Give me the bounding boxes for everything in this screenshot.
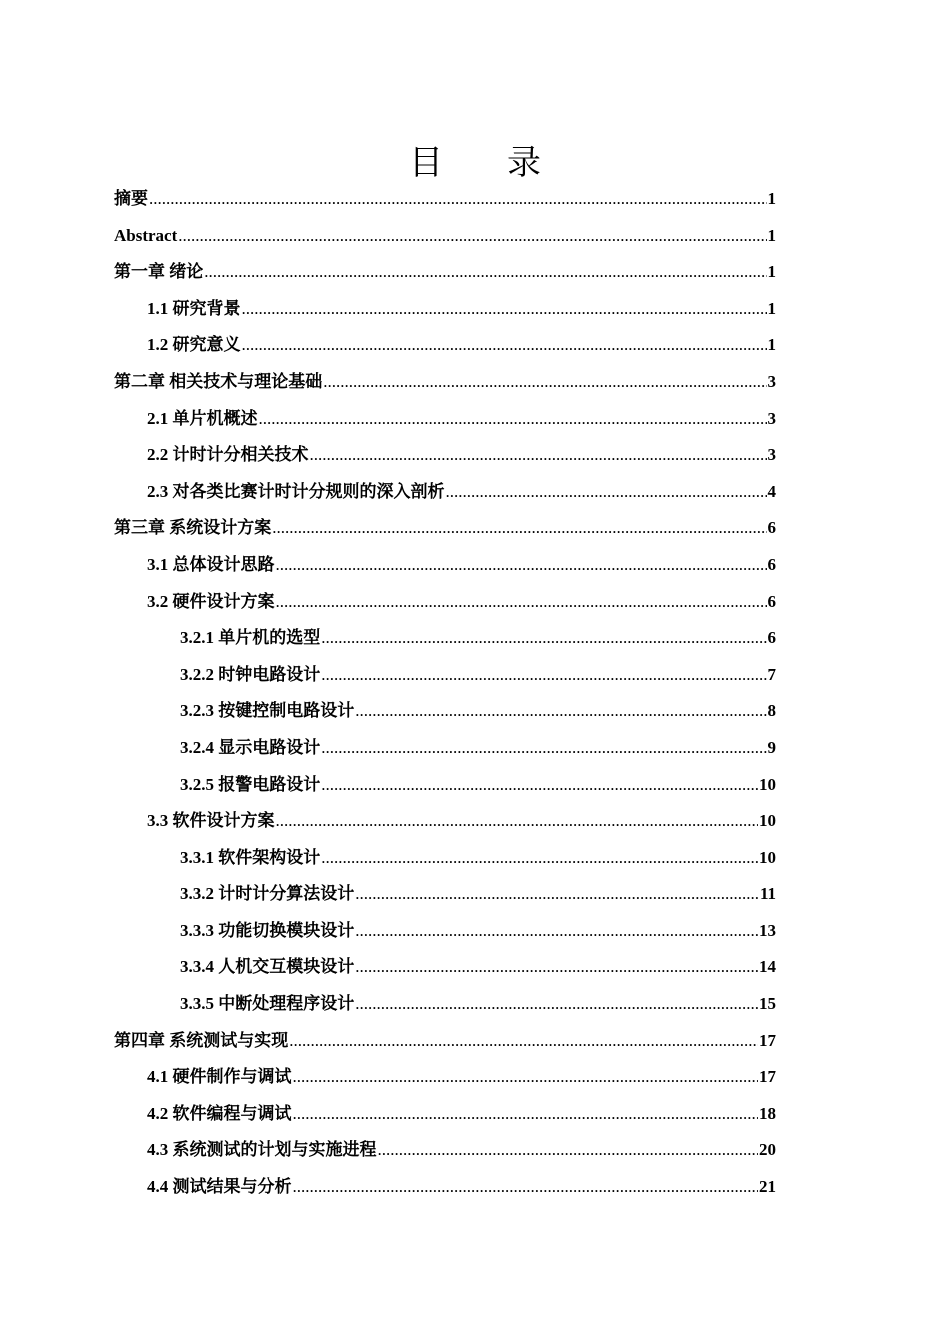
toc-entry-page-number: 8 [767, 701, 776, 721]
toc-entry[interactable] [114, 218, 776, 255]
toc-entry-page-number: 1 [767, 225, 776, 245]
toc-entry-page-number: 7 [767, 664, 776, 684]
toc-entry[interactable] [114, 949, 776, 986]
toc-dot-leader [355, 986, 758, 1023]
toc-dot-leader [355, 913, 758, 950]
toc-entry-label: 第四章 系统测试与实现 [114, 1030, 289, 1050]
toc-entry-page-number: 3 [767, 371, 776, 391]
toc-entry[interactable] [114, 510, 776, 547]
toc-entry-label: 第一章 绪论 [114, 262, 204, 282]
toc-dot-leader [242, 327, 767, 364]
toc-entry-label: Abstract [114, 225, 178, 245]
toc-dot-leader [321, 620, 766, 657]
toc-entry-label: 3.3.5 中断处理程序设计 [180, 994, 355, 1014]
toc-dot-leader [293, 1096, 759, 1133]
toc-entry[interactable] [114, 840, 776, 877]
toc-entry-page-number: 20 [759, 1140, 776, 1160]
toc-entry-label: 3.3.1 软件架构设计 [180, 847, 321, 867]
toc-dot-leader [289, 1023, 758, 1060]
toc-entry[interactable] [114, 1059, 776, 1096]
toc-entry-page-number: 9 [767, 737, 776, 757]
toc-dot-leader [323, 364, 766, 401]
toc-entry[interactable] [114, 401, 776, 438]
toc-entry-page-number: 6 [767, 628, 776, 648]
toc-dot-leader [321, 730, 766, 767]
toc-entry-label: 3.3.4 人机交互模块设计 [180, 957, 355, 977]
toc-dot-leader [355, 949, 758, 986]
toc-entry[interactable] [114, 1169, 776, 1206]
toc-entry-page-number: 1 [767, 335, 776, 355]
toc-entry-label: 3.1 总体设计思路 [147, 554, 275, 574]
toc-entry-label: 3.2.4 显示电路设计 [180, 737, 321, 757]
toc-entry[interactable] [114, 254, 776, 291]
toc-entry-page-number: 17 [759, 1030, 776, 1050]
toc-entry-page-number: 3 [767, 445, 776, 465]
toc-entry[interactable] [114, 913, 776, 950]
toc-entry[interactable] [114, 181, 776, 218]
toc-entry-label: 3.3.3 功能切换模块设计 [180, 920, 355, 940]
toc-entry-label: 第三章 系统设计方案 [114, 518, 272, 538]
toc-entry[interactable] [114, 657, 776, 694]
toc-entry[interactable] [114, 730, 776, 767]
toc-entry-label: 3.3.2 计时计分算法设计 [180, 884, 355, 904]
toc-entry[interactable] [114, 437, 776, 474]
toc-title-char-1: 目 [409, 145, 443, 182]
toc-entry-label: 2.3 对各类比赛计时计分规则的深入剖析 [147, 481, 445, 501]
toc-entry[interactable] [114, 876, 776, 913]
toc-entry[interactable] [114, 803, 776, 840]
toc-entry[interactable] [114, 620, 776, 657]
toc-dot-leader [242, 291, 767, 328]
toc-entry-page-number: 11 [759, 884, 776, 904]
toc-entry[interactable] [114, 1096, 776, 1133]
toc-entry-page-number: 6 [767, 591, 776, 611]
toc-dot-leader [272, 510, 766, 547]
toc-entry-label: 4.3 系统测试的计划与实施进程 [147, 1140, 377, 1160]
toc-entry[interactable] [114, 1132, 776, 1169]
toc-entry-label: 2.1 单片机概述 [147, 408, 258, 428]
toc-title-char-2: 录 [507, 145, 541, 182]
toc-entry-label: 2.2 计时计分相关技术 [147, 445, 309, 465]
toc-entry-page-number: 14 [759, 957, 776, 977]
toc-entry[interactable] [114, 986, 776, 1023]
toc-entry[interactable] [114, 291, 776, 328]
toc-entry-label: 1.1 研究背景 [147, 298, 241, 318]
toc-entry[interactable] [114, 474, 776, 511]
toc-entry-label: 3.3 软件设计方案 [147, 811, 275, 831]
toc-entry-page-number: 1 [767, 189, 776, 208]
toc-dot-leader [293, 1059, 759, 1096]
toc-entry[interactable] [114, 547, 776, 584]
toc-entry-label: 4.2 软件编程与调试 [147, 1103, 292, 1123]
toc-dot-leader [276, 584, 767, 621]
toc-entry-page-number: 10 [759, 811, 776, 831]
toc-dot-leader [321, 840, 758, 877]
toc-entry[interactable] [114, 364, 776, 401]
toc-entry[interactable] [114, 327, 776, 364]
toc-dot-leader [310, 437, 767, 474]
toc-entry-label: 4.4 测试结果与分析 [147, 1177, 292, 1197]
toc-dot-leader [293, 1169, 759, 1206]
toc-entry-page-number: 1 [767, 298, 776, 318]
toc-entry-label: 3.2.2 时钟电路设计 [180, 664, 321, 684]
toc-dot-leader [321, 767, 758, 804]
toc-entry-label: 3.2.1 单片机的选型 [180, 628, 321, 648]
toc-dot-leader [204, 254, 766, 291]
toc-dot-leader [321, 657, 766, 694]
toc-dot-leader [178, 218, 766, 255]
toc-entry-label: 第二章 相关技术与理论基础 [114, 371, 323, 391]
toc-entry-page-number: 6 [767, 554, 776, 574]
toc-entry-page-number: 3 [767, 408, 776, 428]
toc-entry-label: 4.1 硬件制作与调试 [147, 1067, 292, 1087]
toc-entry-label: 3.2 硬件设计方案 [147, 591, 275, 611]
toc-entry-label: 1.2 研究意义 [147, 335, 241, 355]
toc-entry[interactable] [114, 584, 776, 621]
toc-entry-page-number: 10 [759, 774, 776, 794]
toc-dot-leader [378, 1132, 759, 1169]
toc-dot-leader [276, 547, 767, 584]
toc-title [0, 142, 950, 186]
toc-dot-leader [355, 876, 759, 913]
toc-entry-page-number: 18 [759, 1103, 776, 1123]
toc-entry-page-number: 17 [759, 1067, 776, 1087]
toc-list [114, 181, 776, 1206]
toc-entry-label: 摘要 [114, 189, 148, 208]
toc-dot-leader [355, 693, 766, 730]
toc-entry[interactable] [114, 767, 776, 804]
toc-entry-page-number: 10 [759, 847, 776, 867]
toc-entry-label: 3.2.5 报警电路设计 [180, 774, 321, 794]
toc-entry[interactable] [114, 1023, 776, 1060]
toc-entry-label: 3.2.3 按键控制电路设计 [180, 701, 355, 721]
toc-entry-page-number: 15 [759, 994, 776, 1014]
toc-entry-page-number: 6 [767, 518, 776, 538]
toc-entry-page-number: 13 [759, 920, 776, 940]
toc-dot-leader [259, 401, 767, 438]
toc-dot-leader [446, 474, 767, 511]
toc-entry-page-number: 21 [759, 1177, 776, 1197]
toc-dot-leader [149, 181, 767, 218]
toc-entry[interactable] [114, 693, 776, 730]
toc-entry-page-number: 1 [767, 262, 776, 282]
toc-entry-page-number: 4 [767, 481, 776, 501]
toc-dot-leader [276, 803, 759, 840]
